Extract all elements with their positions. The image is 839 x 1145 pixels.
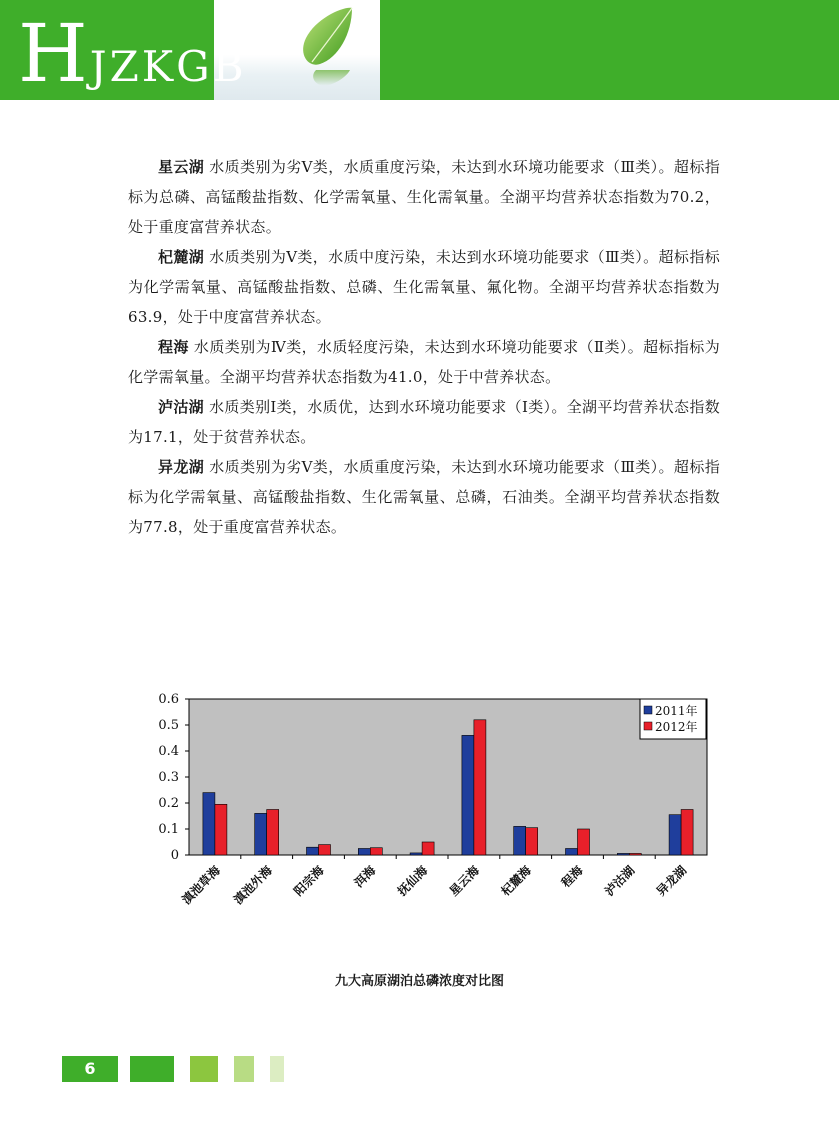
legend-label: 2012年 <box>655 720 698 734</box>
y-tick-label: 0.3 <box>158 770 179 785</box>
x-category-label: 异龙湖 <box>653 863 690 899</box>
bar <box>307 847 319 855</box>
paragraph-xingyun <box>128 152 720 242</box>
footer-block-3 <box>234 1056 254 1082</box>
paragraph-lugu <box>128 392 720 452</box>
phosphorus-bar-chart <box>140 688 720 958</box>
bar <box>681 810 693 856</box>
paragraph-title: 杞麓湖 <box>158 248 205 266</box>
footer-block-4 <box>270 1056 284 1082</box>
legend-label: 2011年 <box>655 704 698 718</box>
x-category-label: 泸沽湖 <box>602 863 638 899</box>
bar <box>617 853 629 855</box>
bar <box>514 826 526 855</box>
paragraph-title: 程海 <box>158 338 189 356</box>
paragraph-title: 异龙湖 <box>158 458 205 476</box>
paragraph-body: 水质类别为劣Ⅴ类，水质重度污染，未达到水环境功能要求（Ⅲ类）。超标指标为总磷、高锰酸盐指数、化学需氧量、生化需氧量。全湖平均营养状态指数为70.2，处于重度富营养状态。 <box>128 158 720 236</box>
bar <box>422 842 434 855</box>
paragraph-body: 水质类别为Ⅴ类，水质中度污染，未达到水环境功能要求（Ⅲ类）。超标指标为化学需氧量、高锰酸盐指数、总磷、生化需氧量、氟化物。全湖平均营养状态指数为63.9，处于中度富营养状态。 <box>128 248 720 326</box>
bar <box>203 793 215 855</box>
y-tick-label: 0.6 <box>158 692 179 707</box>
y-tick-label: 0.2 <box>158 796 179 811</box>
bar <box>319 845 331 855</box>
bar <box>215 804 227 855</box>
x-category-label: 滇池草海 <box>179 863 224 908</box>
bar <box>474 720 486 855</box>
paragraph-title: 泸沽湖 <box>158 398 204 416</box>
bar <box>566 849 578 856</box>
y-tick-label: 0 <box>170 848 179 863</box>
legend-swatch <box>644 706 652 714</box>
chart-caption: 九大高原湖泊总磷浓度对比图 <box>334 974 504 989</box>
y-tick-label: 0.4 <box>158 744 179 759</box>
y-tick-label: 0.1 <box>158 822 179 837</box>
bar <box>578 829 590 855</box>
x-category-label: 滇池外海 <box>230 863 275 908</box>
logo-initial: H <box>18 7 88 100</box>
paragraph-yilong <box>128 452 720 542</box>
paragraph-body: 水质类别为Ⅳ类，水质轻度污染，未达到水环境功能要求（Ⅱ类）。超标指标为化学需氧量。全湖平均营养状态指数为41.0，处于中营养状态。 <box>128 338 720 386</box>
x-category-label: 杞麓海 <box>498 863 534 899</box>
bar <box>370 848 382 855</box>
legend-swatch <box>644 722 652 730</box>
paragraph-title: 星云湖 <box>158 158 205 176</box>
footer-block-1 <box>130 1056 174 1082</box>
x-category-label: 抚仙海 <box>394 863 431 899</box>
leaf-icon <box>286 4 370 100</box>
footer-block-2 <box>190 1056 218 1082</box>
bar <box>629 853 641 855</box>
x-category-label: 星云海 <box>446 863 483 899</box>
paragraph-chenghai <box>128 332 720 392</box>
logo-text: JZKGB <box>89 42 247 91</box>
page-number: 6 <box>62 1056 118 1082</box>
bar <box>358 849 370 856</box>
bar <box>462 735 474 855</box>
logo <box>18 7 247 100</box>
paragraph-body: 水质类别为劣Ⅴ类，水质重度污染，未达到水环境功能要求（Ⅲ类）。超标指标为化学需氧量、高锰酸盐指数、生化需氧量、总磷，石油类。全湖平均营养状态指数为77.8，处于重度富营养状态。 <box>128 458 720 536</box>
bar <box>410 853 422 855</box>
bar <box>526 828 538 855</box>
x-category-label: 洱海 <box>351 863 379 891</box>
paragraph-qilu <box>128 242 720 332</box>
y-tick-label: 0.5 <box>158 718 179 733</box>
body-text <box>128 152 720 542</box>
bar <box>669 815 681 855</box>
x-category-label: 程海 <box>558 863 586 891</box>
x-category-label: 阳宗海 <box>291 863 327 899</box>
bar <box>267 810 279 856</box>
paragraph-body: 水质类别Ⅰ类，水质优，达到水环境功能要求（Ⅰ类）。全湖平均营养状态指数为17.1，处于贫营养状态。 <box>128 398 721 446</box>
bar <box>255 813 267 855</box>
